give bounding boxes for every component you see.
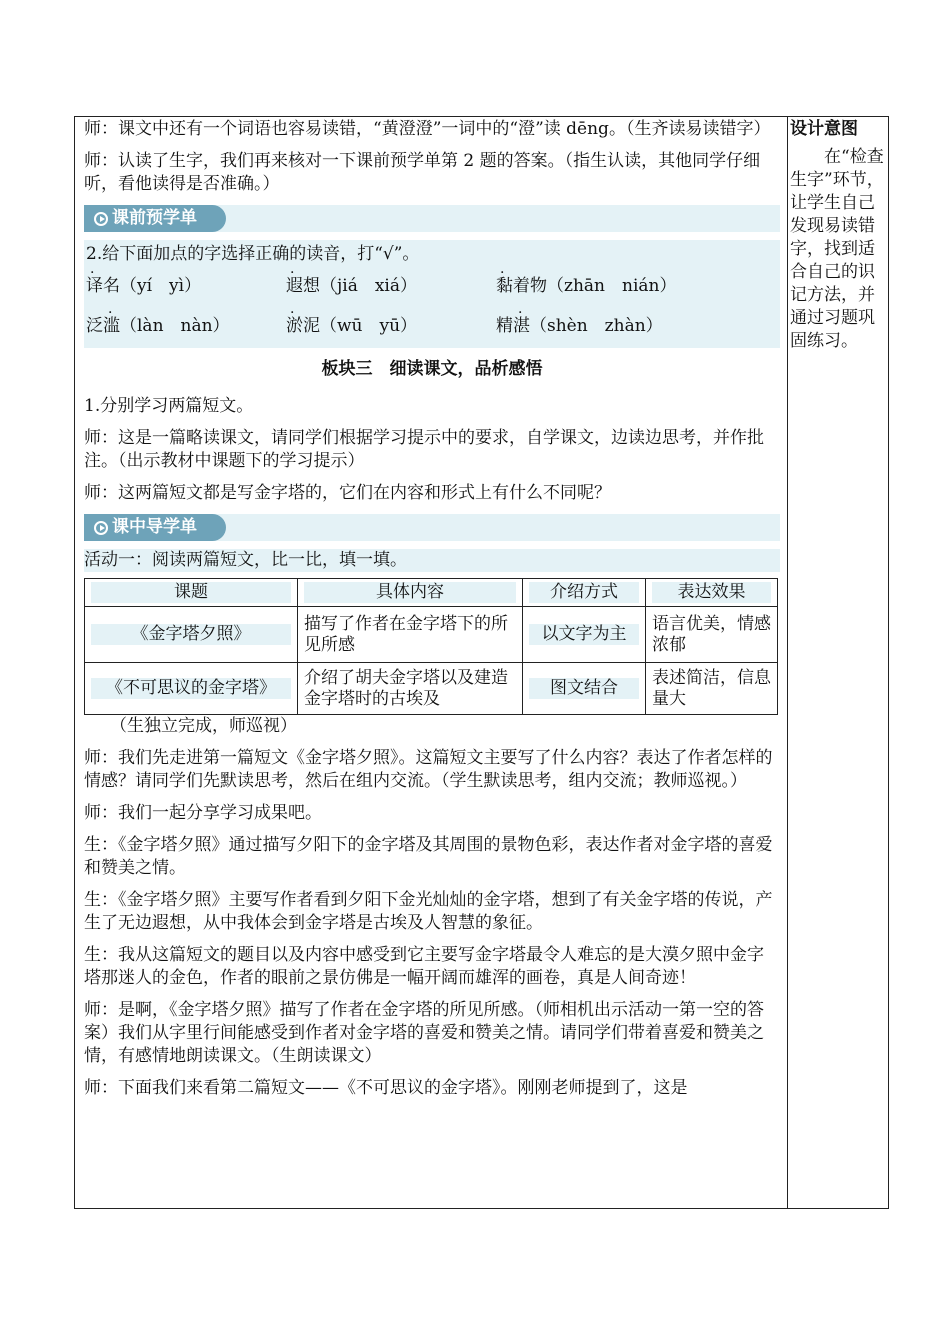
paragraph: 生：《金字塔夕照》主要写作者看到夕阳下金光灿灿的金字塔，想到了有关金字塔的传说，产生了无边遐想，从中我体会到金字塔是古埃及人智慧的象征。	[84, 890, 773, 933]
paragraph: 师：我们先走进第一篇短文《金字塔夕照》。这篇短文主要写了什么内容？表达了作者怎样的情感？请同学们先默读思考，然后在组内交流。（学生默读思考，组内交流；教师巡视。）	[84, 748, 773, 791]
column-divider	[787, 116, 788, 1209]
table-cell: 表述简洁，信息量大	[646, 663, 778, 715]
comparison-table	[84, 578, 778, 715]
paragraph: 师：这两篇短文都是写金字塔的，它们在内容和形式上有什么不同呢？	[84, 483, 611, 503]
table-row	[85, 607, 778, 663]
table-header: 表达效果	[652, 582, 771, 603]
design-intent-body: 在“检查生字”环节，让学生自己发现易读错字，找到适合自己的识记方法，并通过习题巩固练习。	[790, 147, 884, 351]
play-circle-icon	[94, 212, 108, 226]
table-header: 具体内容	[304, 582, 516, 603]
exercise-item: . 精湛（shèn zhàn）	[496, 301, 663, 336]
table-cell: 《金字塔夕照》	[91, 624, 291, 645]
exercise-question: 2.给下面加点的字选择正确的读音，打“√”。	[86, 244, 420, 264]
paragraph: 1.分别学习两篇短文。	[84, 396, 254, 416]
paragraph: 师：课文中还有一个词语也容易读错，“黄澄澄”一词中的“澄”读 dēng。（生齐读易读错字）	[84, 119, 771, 139]
table-cell: 语言优美，情感浓郁	[646, 607, 778, 663]
main-column	[84, 118, 780, 1109]
exercise-item: . 黏着物（zhān nián）	[496, 261, 677, 296]
paragraph: 师：我们一起分享学习成果吧。	[84, 803, 322, 823]
pre-study-banner	[84, 205, 780, 232]
table-cell: 描写了作者在金字塔下的所见所感	[298, 607, 523, 663]
paragraph: 生：我从这篇短文的题目以及内容中感受到它主要写金字塔最令人难忘的是大漠夕照中金字塔那迷人的金色，作者的眼前之景仿佛是一幅开阔而雄浑的画卷，真是人间奇迹！	[84, 945, 764, 988]
table-header: 介绍方式	[529, 582, 639, 603]
section-title: 板块三 细读课文，品析感悟	[321, 359, 543, 379]
design-intent-title: 设计意图	[790, 119, 858, 139]
exercise-grid	[86, 261, 778, 344]
table-cell: 以文字为主	[529, 624, 639, 645]
play-circle-icon	[94, 521, 108, 535]
paragraph: 师：认读了生字，我们再来核对一下课前预学单第 2 题的答案。（指生认读，其他同学仔细听，看他读得是否准确。）	[84, 151, 761, 194]
table-row	[85, 663, 778, 715]
banner-label: 课前预学单	[112, 208, 197, 228]
in-class-banner	[84, 514, 780, 541]
paragraph: 师：这是一篇略读课文，请同学们根据学习提示中的要求，自学课文，边读边思考，并作批注。（出示教材中课题下的学习提示）	[84, 428, 764, 471]
banner-tag	[84, 514, 226, 541]
exercise-box	[84, 240, 780, 348]
paragraph: 师：下面我们来看第二篇短文——《不可思议的金字塔》。刚刚老师提到了，这是	[84, 1078, 688, 1098]
banner-tag	[84, 205, 226, 232]
design-intent-column	[790, 118, 886, 353]
paragraph: 师：是啊，《金字塔夕照》描写了作者在金字塔的所见所感。（师相机出示活动一第一空的答案）我们从字里行间能感受到作者对金字塔的喜爱和赞美之情。请同学们带着喜爱和赞美之情，有感情地朗读课文。（生朗读课文）	[84, 1000, 764, 1066]
exercise-item: . 淤泥（wū yū）	[286, 301, 418, 336]
exercise-item: . 泛滥（làn nàn）	[86, 301, 230, 336]
table-cell: 图文结合	[529, 678, 639, 699]
activity-instruction: 活动一：阅读两篇短文，比一比，填一填。	[84, 549, 780, 572]
activity-note: （生独立完成，师巡视）	[110, 716, 297, 736]
table-header: 课题	[91, 582, 291, 603]
table-cell: 《不可思议的金字塔》	[91, 678, 291, 699]
banner-label: 课中导学单	[112, 517, 197, 537]
exercise-item: . 遐想（jiá xiá）	[286, 261, 418, 296]
table-cell: 介绍了胡夫金字塔以及建造金字塔时的古埃及	[298, 663, 523, 715]
table-header-row	[85, 579, 778, 607]
exercise-item: . 译名（yí yì）	[86, 261, 202, 296]
paragraph: 生：《金字塔夕照》通过描写夕阳下的金字塔及其周围的景物色彩，表达作者对金字塔的喜爱和赞美之情。	[84, 835, 773, 878]
